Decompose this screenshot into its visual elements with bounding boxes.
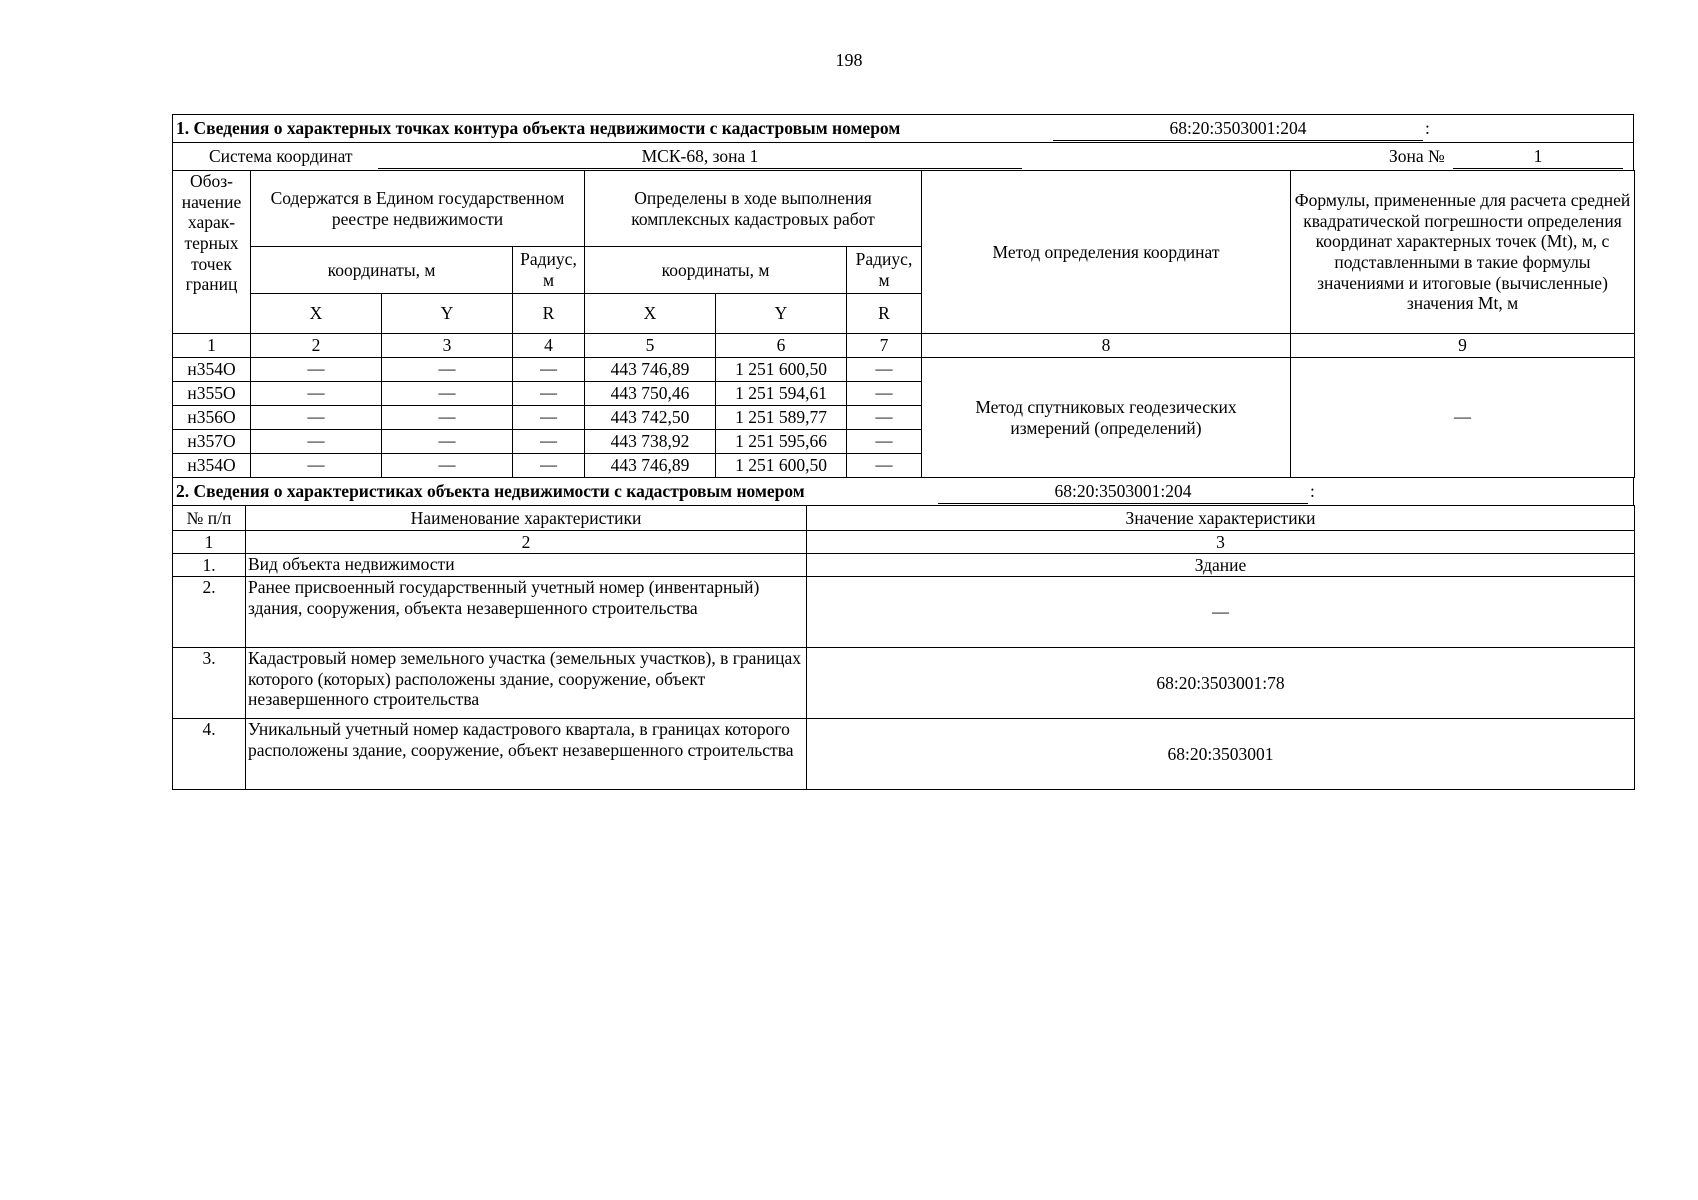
point-y2: 1 251 600,50 (716, 454, 847, 478)
section1-cadastral-number: 68:20:3503001:204 (1053, 118, 1423, 141)
point-x2: 443 746,89 (585, 358, 716, 382)
header-name: Наименование характеристики (246, 506, 807, 531)
col-number: 6 (716, 334, 847, 358)
section1-colon: : (1425, 118, 1430, 138)
header-egrn-x: X (251, 294, 382, 334)
point-r2: — (847, 382, 922, 406)
point-y1: — (382, 406, 513, 430)
row-name: Вид объекта недвижимости (246, 554, 807, 577)
zone-label: Зона № (1389, 146, 1445, 166)
point-x1: — (251, 454, 382, 478)
point-x2: 443 742,50 (585, 406, 716, 430)
col-number: 2 (251, 334, 382, 358)
section2-cadastral-number: 68:20:3503001:204 (938, 481, 1308, 504)
col-number: 9 (1291, 334, 1635, 358)
section2-colon: : (1310, 481, 1315, 501)
point-y1: — (382, 382, 513, 406)
point-r1: — (513, 382, 585, 406)
point-r2: — (847, 358, 922, 382)
col-number: 8 (922, 334, 1291, 358)
coord-system-label: Система координат (209, 146, 353, 166)
header-complex-coords: координаты, м (585, 247, 847, 294)
point-r1: — (513, 430, 585, 454)
header-complex: Определены в ходе выполнения комплексных кадастровых работ (585, 171, 922, 247)
table-row (173, 719, 1635, 790)
point-r2: — (847, 454, 922, 478)
header-egrn-y: Y (382, 294, 513, 334)
cadastral-document (172, 114, 1634, 790)
header-complex-radius: Радиус, м (847, 247, 922, 294)
header-value: Значение характеристики (807, 506, 1635, 531)
header-egrn-radius: Радиус, м (513, 247, 585, 294)
point-y1: — (382, 454, 513, 478)
point-r1: — (513, 454, 585, 478)
point-y1: — (382, 358, 513, 382)
point-x2: 443 738,92 (585, 430, 716, 454)
point-x2: 443 746,89 (585, 454, 716, 478)
table-row (173, 648, 1635, 719)
table-row (173, 358, 1635, 382)
row-value: Здание (807, 554, 1635, 577)
formula-value: — (1291, 358, 1635, 478)
section2-title-bar (172, 477, 1634, 506)
method-value: Метод спутниковых геодезических измерений (определений) (922, 358, 1291, 478)
coord-system-value: МСК-68, зона 1 (378, 146, 1022, 169)
point-y2: 1 251 589,77 (716, 406, 847, 430)
section2-title: 2. Сведения о характеристиках объекта недвижимости с кадастровым номером (176, 481, 805, 501)
table-row (173, 554, 1635, 577)
col-number: 1 (173, 334, 251, 358)
zone-value: 1 (1453, 146, 1623, 169)
col-number: 5 (585, 334, 716, 358)
point-name: н355О (173, 382, 251, 406)
section1-title-bar (172, 114, 1634, 143)
point-r2: — (847, 406, 922, 430)
header-complex-y: Y (716, 294, 847, 334)
table-row (173, 577, 1635, 648)
point-r1: — (513, 358, 585, 382)
header-formulas: Формулы, примененные для расчета средней квадратической погрешности определения координат характерных точек (Mt), м, с подставленными в такие формулы значениями и итоговые (вычисленные) значения Mt, м (1291, 171, 1635, 334)
col-number: 3 (807, 531, 1635, 554)
point-x1: — (251, 358, 382, 382)
row-value: — (807, 577, 1635, 648)
point-y2: 1 251 600,50 (716, 358, 847, 382)
row-name: Уникальный учетный номер кадастрового квартала, в границах которого расположены здание, сооружение, объект незавершенного строительства (246, 719, 807, 790)
row-name: Ранее присвоенный государственный учетный номер (инвентарный) здания, сооружения, объекта незавершенного строительства (246, 577, 807, 648)
point-y1: — (382, 430, 513, 454)
header-egrn: Содержатся в Едином государственном реестре недвижимости (251, 171, 585, 247)
row-num: 2. (173, 577, 246, 648)
point-r2: — (847, 430, 922, 454)
point-x1: — (251, 406, 382, 430)
row-name: Кадастровый номер земельного участка (земельных участков), в границах которого (которых) расположены здание, сооружение, объект незавершенного строительства (246, 648, 807, 719)
point-x1: — (251, 430, 382, 454)
point-x2: 443 750,46 (585, 382, 716, 406)
row-num: 1. (173, 554, 246, 577)
row-value: 68:20:3503001 (807, 719, 1635, 790)
page-number: 198 (835, 50, 863, 70)
point-name: н357О (173, 430, 251, 454)
header-designation: Обоз-начение харак-терных точек границ (173, 171, 251, 334)
point-name: н356О (173, 406, 251, 430)
characteristics-table (172, 505, 1635, 790)
point-name: н354О (173, 358, 251, 382)
header-egrn-coords: координаты, м (251, 247, 513, 294)
col-number: 2 (246, 531, 807, 554)
col-number: 7 (847, 334, 922, 358)
row-value: 68:20:3503001:78 (807, 648, 1635, 719)
header-num: № п/п (173, 506, 246, 531)
header-complex-x: X (585, 294, 716, 334)
point-y2: 1 251 594,61 (716, 382, 847, 406)
row-num: 3. (173, 648, 246, 719)
point-x1: — (251, 382, 382, 406)
col-number-row (173, 531, 1635, 554)
col-number: 1 (173, 531, 246, 554)
point-y2: 1 251 595,66 (716, 430, 847, 454)
section1-title: 1. Сведения о характерных точках контура объекта недвижимости с кадастровым номером (176, 118, 901, 138)
col-number: 4 (513, 334, 585, 358)
col-number: 3 (382, 334, 513, 358)
col-number-row (173, 334, 1635, 358)
points-table (172, 170, 1635, 478)
header-method: Метод определения координат (922, 171, 1291, 334)
header-egrn-r: R (513, 294, 585, 334)
row-num: 4. (173, 719, 246, 790)
coord-system-bar (172, 142, 1634, 171)
point-r1: — (513, 406, 585, 430)
header-complex-r: R (847, 294, 922, 334)
point-name: н354О (173, 454, 251, 478)
